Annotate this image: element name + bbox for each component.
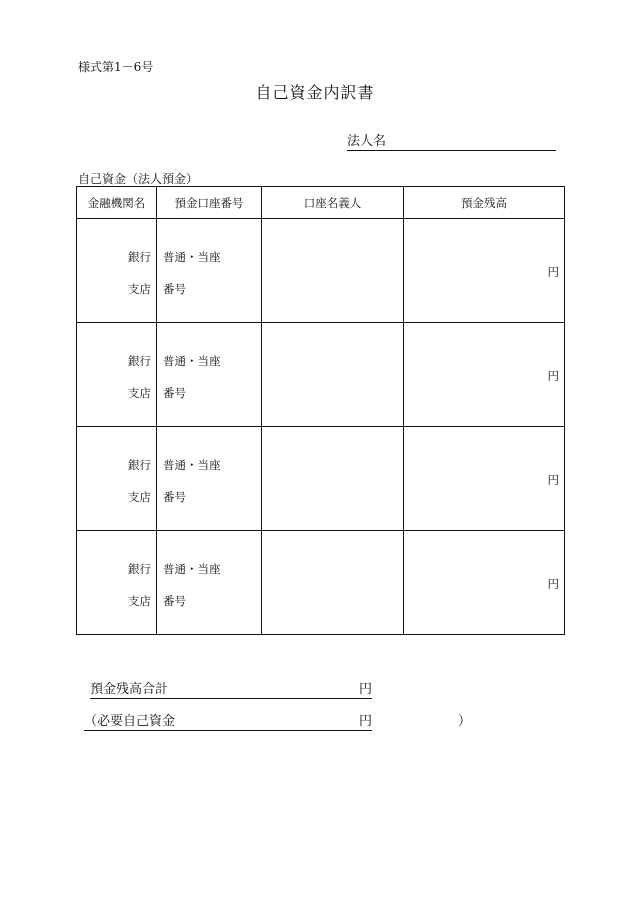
yen-unit: 円: [358, 714, 372, 729]
yen-unit: 円: [547, 577, 559, 591]
account-number-label: 番号: [163, 386, 186, 400]
corporation-name-field[interactable]: [347, 130, 556, 151]
account-holder-cell[interactable]: [262, 323, 404, 427]
form-number: 様式第1－6号: [78, 60, 154, 74]
table-row: [77, 219, 565, 323]
yen-unit: 円: [358, 682, 372, 697]
account-holder-cell[interactable]: [262, 531, 404, 635]
account-type: 普通・当座: [163, 458, 221, 472]
balance-cell[interactable]: [404, 323, 565, 427]
bank-name-cell[interactable]: [77, 219, 157, 323]
table-header-row: [77, 187, 565, 219]
yen-unit: 円: [547, 369, 559, 383]
account-holder-cell[interactable]: [262, 219, 404, 323]
own-funds-table: [76, 186, 565, 635]
corporation-name-label: 法人名: [347, 134, 387, 149]
account-number-cell[interactable]: [157, 427, 262, 531]
required-funds-field[interactable]: [84, 710, 372, 731]
branch-suffix: 支店: [128, 386, 151, 400]
bank-name-cell[interactable]: [77, 427, 157, 531]
balance-cell[interactable]: [404, 531, 565, 635]
section-label: 自己資金（法人預金）: [78, 172, 199, 186]
deposit-total-line: [90, 678, 372, 699]
table-row: [77, 323, 565, 427]
account-number-cell[interactable]: [157, 323, 262, 427]
bank-suffix: 銀行: [128, 250, 151, 264]
account-number-label: 番号: [163, 490, 186, 504]
bank-suffix: 銀行: [128, 354, 151, 368]
column-header-account-holder: 口座名義人: [262, 187, 404, 219]
balance-cell[interactable]: [404, 219, 565, 323]
account-number-label: 番号: [163, 282, 186, 296]
column-header-bank: 金融機関名: [77, 187, 157, 219]
required-funds-label: 必要自己資金: [97, 714, 176, 729]
deposit-total-field[interactable]: [90, 678, 372, 699]
account-number-cell[interactable]: [157, 219, 262, 323]
bank-name-cell[interactable]: [77, 323, 157, 427]
page-title: 自己資金内訳書: [255, 83, 375, 102]
table-row: [77, 531, 565, 635]
yen-unit: 円: [547, 473, 559, 487]
open-paren: （: [84, 714, 98, 729]
account-type: 普通・当座: [163, 354, 221, 368]
branch-suffix: 支店: [128, 490, 151, 504]
required-funds-line: [84, 710, 472, 731]
account-number-cell[interactable]: [157, 531, 262, 635]
branch-suffix: 支店: [128, 594, 151, 608]
table-row: [77, 427, 565, 531]
yen-unit: 円: [547, 265, 559, 279]
bank-suffix: 銀行: [128, 458, 151, 472]
account-type: 普通・当座: [163, 250, 221, 264]
bank-name-cell[interactable]: [77, 531, 157, 635]
account-number-label: 番号: [163, 594, 186, 608]
close-paren: ）: [458, 714, 472, 729]
account-holder-cell[interactable]: [262, 427, 404, 531]
balance-cell[interactable]: [404, 427, 565, 531]
branch-suffix: 支店: [128, 282, 151, 296]
column-header-account-number: 預金口座番号: [157, 187, 262, 219]
column-header-balance: 預金残高: [404, 187, 565, 219]
account-type: 普通・当座: [163, 562, 221, 576]
deposit-total-label: 預金残高合計: [90, 682, 169, 697]
bank-suffix: 銀行: [128, 562, 151, 576]
